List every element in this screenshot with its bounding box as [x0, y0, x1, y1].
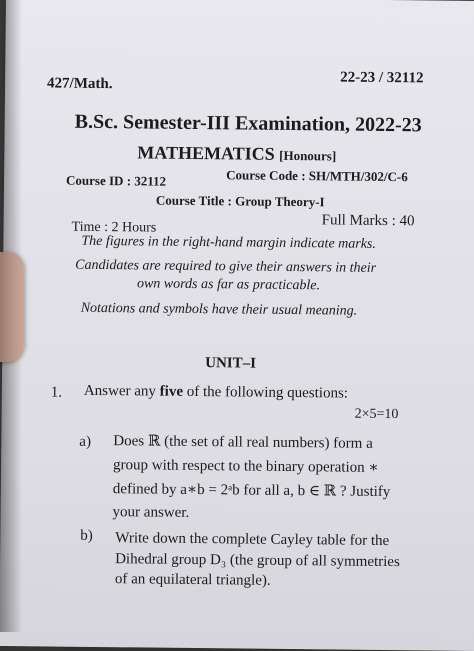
subquestion-a-line: Does ℝ (the set of all real numbers) form a	[113, 433, 373, 452]
subquestion-b-line: Write down the complete Cayley table for the	[115, 530, 390, 550]
subject-name: MATHEMATICS	[137, 142, 275, 164]
subject-note: [Honours]	[279, 147, 337, 164]
question-text: Answer any five of the following questions:	[83, 382, 349, 402]
subquestion-a-label: a)	[79, 433, 92, 450]
exam-title: B.Sc. Semester-III Examination, 2022-23	[74, 110, 422, 137]
thumb-holding-paper	[0, 252, 24, 362]
question-number: 1.	[50, 384, 63, 401]
instruction-own-words-1: Candidates are required to give their answers in their	[75, 257, 377, 276]
subquestion-a-line: your answer.	[112, 504, 190, 521]
full-marks: Full Marks : 40	[321, 212, 415, 230]
course-id: Course ID : 32112	[65, 172, 167, 189]
time-allowed: Time : 2 Hours	[71, 219, 157, 236]
course-title: Course Title : Group Theory-I	[155, 192, 325, 210]
subject-heading	[137, 143, 336, 163]
subquestion-a-line: group with respect to the binary operation ∗	[113, 457, 379, 476]
subquestion-b-label: b)	[80, 527, 93, 544]
exam-code: 22-23 / 32112	[340, 69, 424, 87]
course-code: Course Code : SH/MTH/302/C-6	[226, 167, 408, 185]
instruction-notations: Notations and symbols have their usual meaning.	[80, 300, 358, 319]
paper-code: 427/Math.	[47, 75, 113, 93]
subquestion-a-line: defined by a∗b = 2ᵃb for all a, b ∈ ℝ ? Justify	[112, 481, 391, 501]
unit-heading: UNIT–I	[205, 355, 257, 372]
subquestion-b-line: of an equilateral triangle).	[114, 571, 271, 589]
question-marks: 2×5=10	[354, 406, 399, 423]
instruction-marks: The figures in the right-hand margin indicate marks.	[81, 233, 376, 252]
instruction-own-words-2: own words as far as practicable.	[136, 276, 321, 294]
subquestion-b-line: Dihedral group D₃ (the group of all symmetries	[115, 551, 400, 571]
